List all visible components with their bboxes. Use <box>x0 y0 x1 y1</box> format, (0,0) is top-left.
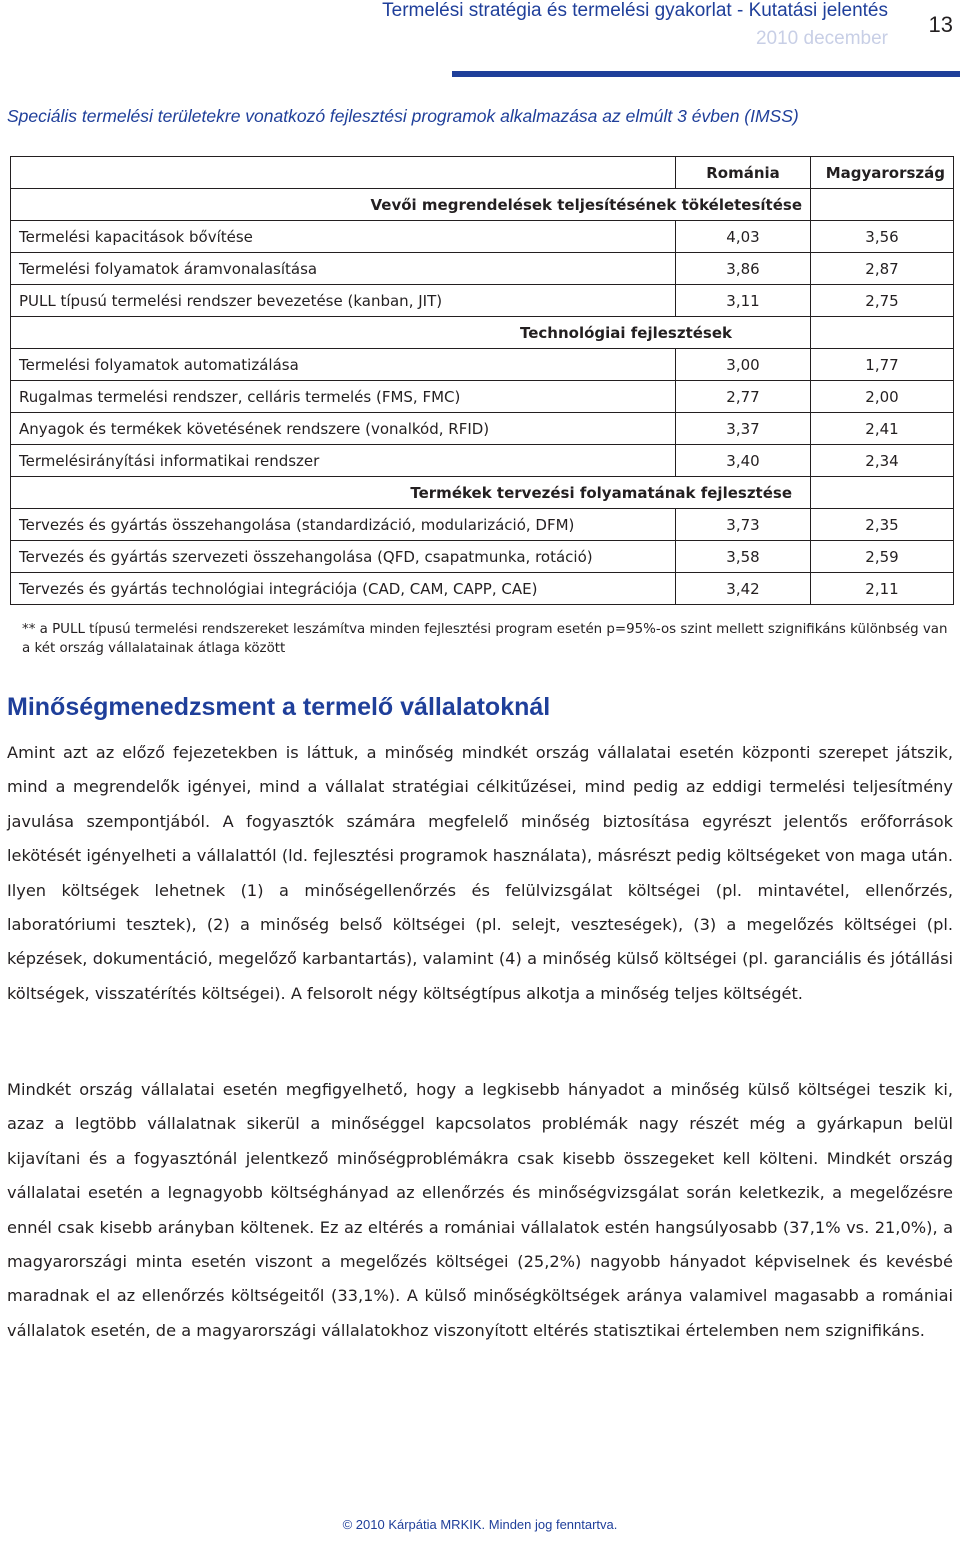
value-hungary: 2,11 <box>811 573 954 605</box>
body-paragraph: Amint azt az előző fejezetekben is láttuk, a minőség mindkét ország vállalatai esetén központi szerepet játszik, mind a megrendelők igényei, mind a vállalat stratégiai célkitűzései, mind pedig az eddigi termelési teljesítmény javulása szempontjából. A fogyasztók számára megfelelő minőség biztosítása egyrészt jelentős erőforrások lekötését igényelheti a vállalattól (ld. fejlesztési programok használata), másrészt pedig költségeket von maga után. Ilyen költségek lehetnek (1) a minőségellenőrzés és felülvizsgálat költségei (pl. mintavétel, ellenőrzés, laboratóriumi tesztek), (2) a minőség belső költségei (pl. selejt, veszteségek), (3) a megelőzés költségei (pl. képzések, dokumentáció, megelőző karbantartás), valamint (4) a minőség külső költségei (pl. garanciális és jótállási költségek, visszatérítés költségei). A felsorolt négy költségtípus alkotja a minőség teljes költségét. <box>7 743 953 1003</box>
section-row-empty-cell <box>811 477 954 509</box>
value-romania: 3,11 <box>676 285 811 317</box>
value-hungary: 2,59 <box>811 541 954 573</box>
running-header-date: 2010 december <box>755 28 888 49</box>
value-romania: 4,03 <box>676 221 811 253</box>
value-hungary: 2,00 <box>811 381 954 413</box>
row-label: Anyagok és termékek követésének rendszere (vonalkód, RFID) <box>11 413 676 445</box>
value-hungary: 2,41 <box>811 413 954 445</box>
row-label: Termelési kapacitások bővítése <box>11 221 676 253</box>
value-romania: 2,77 <box>676 381 811 413</box>
row-label: Rugalmas termelési rendszer, celláris termelés (FMS, FMC) <box>11 381 676 413</box>
table-caption: Speciális termelési területekre vonatkozó fejlesztési programok alkalmazása az elmúlt 3 évben (IMSS) <box>7 106 799 126</box>
value-hungary: 2,75 <box>811 285 954 317</box>
table-row <box>11 541 954 573</box>
value-hungary: 2,87 <box>811 253 954 285</box>
value-hungary: 1,77 <box>811 349 954 381</box>
section-title: Technológiai fejlesztések <box>11 317 811 349</box>
value-hungary: 2,35 <box>811 509 954 541</box>
section-row <box>11 477 954 509</box>
value-romania: 3,37 <box>676 413 811 445</box>
section-row-empty-cell <box>811 189 954 221</box>
row-label: Termelésirányítási informatikai rendszer <box>11 445 676 477</box>
section-heading: Minőségmenedzsment a termelő vállalatoknál <box>7 693 551 721</box>
table-header-empty-cell <box>11 157 676 189</box>
value-romania: 3,42 <box>676 573 811 605</box>
section-row-empty-cell <box>811 317 954 349</box>
row-label: Termelési folyamatok áramvonalasítása <box>11 253 676 285</box>
row-label: Tervezés és gyártás szervezeti összehangolása (QFD, csapatmunka, rotáció) <box>11 541 676 573</box>
row-label: Termelési folyamatok automatizálása <box>11 349 676 381</box>
section-title: Termékek tervezési folyamatának fejlesztése <box>11 477 811 509</box>
table-row <box>11 253 954 285</box>
column-header-hungary: Magyarország <box>811 157 954 189</box>
table-row <box>11 413 954 445</box>
table-row <box>11 573 954 605</box>
table-row <box>11 509 954 541</box>
row-label: Tervezés és gyártás összehangolása (standardizáció, modularizáció, DFM) <box>11 509 676 541</box>
table-footnote: ** a PULL típusú termelési rendszereket leszámítva minden fejlesztési program esetén p=95%-os szint mellett szignifikáns különbség van a két ország vállalatainak átlaga között <box>22 622 948 656</box>
column-header-romania: Románia <box>676 157 811 189</box>
table-header-row <box>11 157 954 189</box>
table-row <box>11 285 954 317</box>
value-romania: 3,73 <box>676 509 811 541</box>
table-row <box>11 349 954 381</box>
page-number: 13 <box>928 12 953 37</box>
header-rule <box>452 71 960 77</box>
value-hungary: 2,34 <box>811 445 954 477</box>
row-label: Tervezés és gyártás technológiai integrációja (CAD, CAM, CAPP, CAE) <box>11 573 676 605</box>
body-paragraph: Mindkét ország vállalatai esetén megfigyelhető, hogy a legkisebb hányadot a minőség külső költségei teszik ki, azaz a legtöbb vállalatnak sikerül a minőséggel kapcsolatos problémák nagy részét még a gyárkapun belül kijavítani és a fogyasztónál jelentkező minőségproblémákra csak kisebb összegeket kell költeni. Mindkét ország vállalatai esetén a legnagyobb költséghányad az ellenőrzés és minőségvizsgálat során keletkezik, a megelőzésre ennél csak kisebb arányban költenek. Ez az eltérés a romániai vállalatok estén hangsúlyosabb (37,1% vs. 21,0%), a magyarországi minta esetén viszont a megelőzés költségei (25,2%) nagyobb hányadot képviselnek és kevésbé maradnak el az ellenőrzés költségeitől (33,1%). A külső minőségköltségek aránya valamivel magasabb a romániai vállalatok esetén, de a magyarországi vállalatokhoz viszonyított eltérés statisztikai értelemben nem szignifikáns. <box>7 1080 953 1340</box>
section-row <box>11 317 954 349</box>
running-header-title: Termelési stratégia és termelési gyakorlat - Kutatási jelentés <box>382 0 888 21</box>
section-title: Vevői megrendelések teljesítésének tökéletesítése <box>11 189 811 221</box>
development-programs-table <box>10 156 954 605</box>
value-romania: 3,00 <box>676 349 811 381</box>
value-hungary: 3,56 <box>811 221 954 253</box>
table-row <box>11 445 954 477</box>
value-romania: 3,40 <box>676 445 811 477</box>
value-romania: 3,58 <box>676 541 811 573</box>
copyright-footer: © 2010 Kárpátia MRKIK. Minden jog fenntartva. <box>342 1517 618 1532</box>
table-row <box>11 221 954 253</box>
section-row <box>11 189 954 221</box>
row-label: PULL típusú termelési rendszer bevezetése (kanban, JIT) <box>11 285 676 317</box>
value-romania: 3,86 <box>676 253 811 285</box>
table-row <box>11 381 954 413</box>
